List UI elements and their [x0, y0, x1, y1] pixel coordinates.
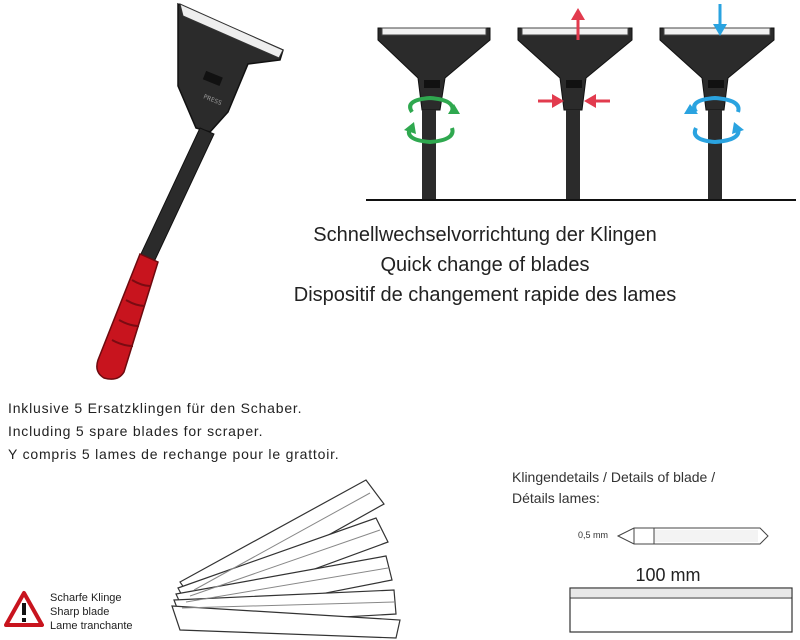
- warning-triangle-icon: [4, 590, 44, 628]
- warning-en: Sharp blade: [50, 606, 110, 618]
- scraper-head-push: [518, 28, 632, 200]
- press-label: PRESS: [202, 93, 223, 108]
- thickness-label: 0,5 mm: [578, 530, 609, 540]
- caption-en: Quick change of blades: [380, 254, 590, 276]
- scraper-head: [178, 4, 283, 132]
- scraper-head-rotate: [378, 28, 490, 200]
- caption-fr: Dispositif de changement rapide des lames: [293, 284, 677, 306]
- blade-details-heading: Klingendetails / Details of blade /: [512, 469, 716, 485]
- spare-blades-fan: [160, 470, 410, 640]
- spare-blades-en: Including 5 spare blades for scraper.: [8, 423, 264, 439]
- quick-change-diagram: [360, 0, 800, 215]
- scraper-illustration: [0, 0, 300, 390]
- warning-de: Scharfe Klinge: [50, 592, 122, 604]
- length-label: 100 mm: [635, 565, 701, 585]
- blade-length-diagram: [568, 586, 794, 636]
- spare-blades-fr: Y compris 5 lames de rechange pour le grattoir.: [8, 446, 340, 462]
- warning-fr: Lame tranchante: [50, 620, 133, 632]
- spare-blades-de: Inklusive 5 Ersatzklingen für den Schaber.: [8, 400, 303, 416]
- blade-profile-diagram: [614, 524, 770, 548]
- caption-de: Schnellwechselvorrichtung der Klingen: [313, 224, 657, 246]
- blade-details-heading-2: Détails lames:: [512, 490, 600, 506]
- scraper-grip: [97, 254, 158, 379]
- scraper-head-reinsert: [660, 28, 774, 200]
